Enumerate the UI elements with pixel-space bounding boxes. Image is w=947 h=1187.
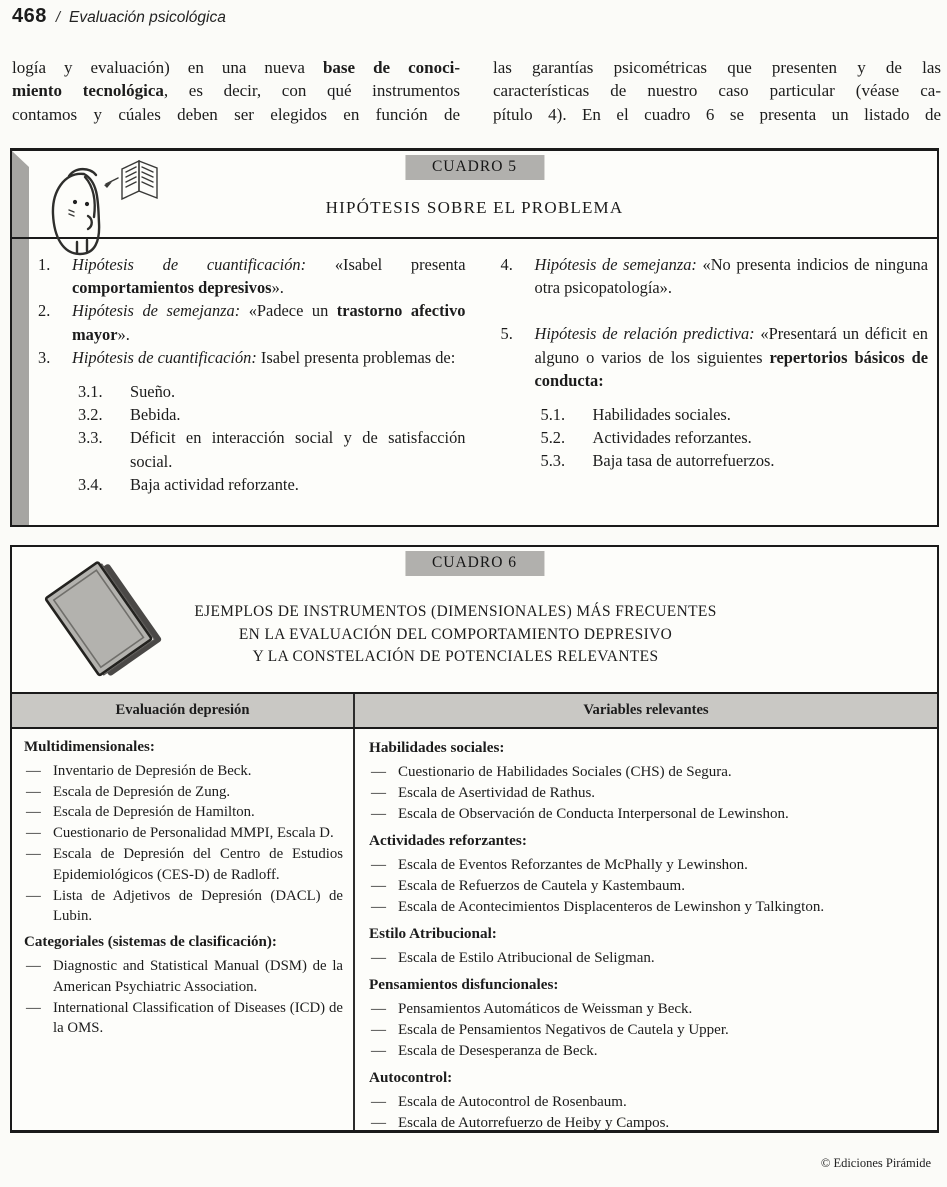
dash-bullet: — [371, 950, 386, 966]
item-number: 3.3. [78, 428, 103, 448]
dash-bullet: — [26, 845, 41, 862]
text-segment: «Padece un [240, 301, 337, 321]
instrument-name: Cuestionario de Personalidad MMPI, Escala D. [53, 825, 334, 842]
instrument-name: Escala de Observación de Conducta Interpersonal de Lewinshon. [398, 806, 789, 822]
instrument-name: Pensamientos Automáticos de Weissman y Beck. [398, 1001, 693, 1017]
item-number: 3.2. [78, 405, 103, 425]
instrument-item [24, 761, 343, 782]
hypothesis-item [541, 403, 929, 426]
instrument-name: Escala de Depresión del Centro de Estudios Epidemiológicos (CES-D) de Radloff. [53, 845, 343, 883]
instrument-item [369, 897, 921, 918]
cuadro-6-title-line-2: EN LA EVALUACIÓN DEL COMPORTAMIENTO DEPRESIVO [238, 625, 673, 643]
dash-bullet: — [371, 1022, 386, 1038]
item-number: 2. [38, 301, 51, 321]
intro-left-column [12, 56, 460, 126]
category-heading: Habilidades sociales: [369, 739, 505, 756]
table-body [12, 729, 937, 1130]
text-segment: Actividades reforzantes. [592, 428, 752, 448]
page-number: 468 [12, 5, 47, 27]
dash-bullet: — [371, 1115, 386, 1130]
instrument-name: Escala de Autocontrol de Rosenbaum. [398, 1094, 627, 1110]
instrument-name: Escala de Autorrefuerzo de Heiby y Campos. [398, 1115, 670, 1130]
category-heading: Pensamientos disfuncionales: [369, 976, 559, 993]
item-text [72, 253, 466, 299]
dash-bullet: — [26, 762, 41, 779]
dash-bullet: — [26, 825, 41, 842]
dash-bullet: — [371, 785, 386, 801]
text-segment: Hipótesis de semejanza: [72, 301, 241, 321]
text-segment: Hipótesis de semejanza: [534, 255, 697, 274]
instrument-name: Escala de Asertividad de Rathus. [398, 785, 596, 801]
text-segment: Baja actividad reforzante. [130, 474, 299, 494]
instrument-item [369, 762, 921, 783]
hypothesis-item [78, 473, 466, 496]
instrument-item [369, 1113, 921, 1130]
paragraph-line [12, 103, 460, 126]
instrument-name: Escala de Acontecimientos Displacenteros de Lewinshon y Talkington. [398, 899, 825, 915]
cuadro-5-header [12, 151, 937, 239]
instrument-item [24, 956, 343, 998]
cuadro-6-label: CUADRO 6 [405, 551, 544, 576]
text-segment: «No presenta indicios de ninguna otra psicopatología». [534, 255, 928, 298]
text-segment: Hipótesis de cuantificación: [72, 255, 307, 274]
dash-bullet: — [371, 1094, 386, 1110]
publisher-copyright: © Ediciones Pirámide [820, 1156, 931, 1170]
item-number: 5.1. [540, 405, 566, 425]
instrument-item [24, 782, 343, 803]
dash-bullet: — [26, 804, 41, 821]
instrument-item [369, 804, 921, 825]
instrument-item [24, 823, 343, 844]
hypothesis-item [38, 299, 466, 345]
text-segment: las garantías psicométricas que presenten y de las [493, 58, 941, 77]
text-segment: Hipótesis de relación predictiva: [534, 324, 755, 344]
text-segment: Baja tasa de autorrefuerzos. [592, 451, 775, 471]
instrument-item [369, 999, 921, 1020]
text-segment: trastorno afectivo mayor [72, 301, 466, 344]
instrument-item [369, 1041, 921, 1062]
instrument-name: International Classification of Diseases (ICD) de la OMS. [53, 999, 343, 1037]
book-title: Evaluación psicológica [69, 9, 226, 26]
instrument-item [24, 886, 343, 928]
instrument-name: Diagnostic and Statistical Manual (DSM) de la American Psychiatric Association. [53, 957, 343, 995]
table-header-row [12, 692, 937, 729]
item-text [593, 449, 929, 472]
instrument-item [24, 802, 343, 823]
item-text [72, 346, 466, 369]
text-segment: pítulo 4). En el cuadro 6 se presenta un listado de [493, 104, 941, 124]
instrument-item [369, 855, 921, 876]
dash-bullet: — [371, 857, 386, 873]
text-segment: repertorios básicos de conducta: [534, 347, 928, 390]
cuadro-6-title [112, 601, 799, 669]
text-segment: Bebida. [130, 405, 181, 425]
item-number: 5.2. [540, 428, 566, 448]
text-segment: base de conoci- [322, 58, 460, 77]
dash-bullet: — [371, 899, 386, 915]
instrument-name: Escala de Depresión de Hamilton. [53, 804, 255, 821]
instrument-item [369, 948, 921, 969]
category-heading: Actividades reforzantes: [369, 832, 527, 849]
instrument-item [24, 844, 343, 886]
text-segment: comportamientos depresivos [72, 278, 272, 298]
text-segment: logía y evaluación) en una nueva [12, 58, 323, 77]
text-segment: contamos y cúales deben ser elegidos en función de [12, 104, 460, 124]
instrument-name: Escala de Estilo Atribucional de Seligman. [398, 950, 655, 966]
item-text [593, 426, 929, 449]
text-segment: Hipótesis de cuantificación: [72, 347, 257, 367]
variables-relevantes-cell [355, 729, 937, 1130]
dash-bullet: — [371, 806, 386, 822]
paragraph-line [493, 103, 941, 126]
hypothesis-item [78, 380, 466, 403]
column-header-variables-relevantes: Variables relevantes [583, 702, 709, 718]
hypothesis-item [78, 426, 466, 472]
instrument-name: Escala de Refuerzos de Cautela y Kastembaum. [398, 878, 685, 894]
category-heading: Multidimensionales: [24, 739, 155, 755]
dash-bullet: — [26, 783, 41, 800]
item-number: 3.4. [78, 474, 103, 494]
hypothesis-item [541, 449, 929, 472]
dash-bullet: — [371, 878, 386, 894]
item-number: 1. [38, 255, 51, 274]
instruments-table [12, 692, 937, 1130]
cuadro-5-label: CUADRO 5 [405, 155, 544, 180]
item-text [130, 473, 466, 496]
item-text [535, 253, 929, 299]
text-segment: Isabel presenta problemas de: [256, 347, 456, 367]
hypothesis-item [38, 253, 466, 299]
text-segment: Déficit en interacción social y de satisfacción social. [130, 428, 466, 471]
intro-right-column [493, 56, 941, 126]
hypothesis-item [541, 426, 929, 449]
instrument-name: Escala de Desesperanza de Beck. [398, 1043, 598, 1059]
instrument-name: Escala de Depresión de Zung. [53, 783, 231, 800]
running-head [12, 5, 226, 28]
cuadro-6-box [10, 545, 939, 1133]
instrument-item [369, 783, 921, 804]
hypothesis-right-column [501, 253, 929, 496]
text-segment: Sueño. [130, 382, 176, 402]
dash-bullet: — [26, 999, 41, 1016]
text-segment: «Isabel presenta [306, 255, 466, 274]
text-segment: características de nuestro caso particular (véase ca- [493, 81, 941, 101]
evaluacion-depresion-cell [12, 729, 355, 1130]
instrument-name: Lista de Adjetivos de Depresión (DACL) de Lubin. [53, 887, 343, 925]
hypothesis-item [78, 403, 466, 426]
hypothesis-list [12, 239, 937, 496]
dash-bullet: — [371, 764, 386, 780]
text-segment: , es decir, con qué instrumentos [163, 81, 460, 101]
item-number: 3. [38, 347, 51, 367]
instrument-name: Escala de Eventos Reforzantes de McPhally y Lewinshon. [398, 857, 748, 873]
text-segment: «Presentará un déficit en alguno o varios de los siguientes [534, 324, 928, 367]
item-text [535, 322, 929, 392]
category-heading: Categoriales (sistemas de clasificación): [24, 934, 277, 951]
item-text [72, 299, 466, 345]
cuadro-6-title-line-1: EJEMPLOS DE INSTRUMENTOS (DIMENSIONALES) MÁS FRECUENTES [194, 603, 717, 620]
item-text [593, 403, 929, 426]
item-number: 5.3. [540, 451, 566, 471]
instrument-item [24, 998, 343, 1040]
item-text [130, 403, 466, 426]
hypothesis-item [38, 346, 466, 369]
item-text [130, 380, 466, 403]
instrument-item [369, 1092, 921, 1113]
hypothesis-left-column [38, 253, 466, 496]
instrument-name: Inventario de Depresión de Beck. [53, 762, 252, 779]
category-heading: Autocontrol: [369, 1069, 453, 1086]
text-segment: ». [117, 324, 130, 344]
instrument-item [369, 1020, 921, 1041]
dash-bullet: — [26, 957, 41, 974]
dash-bullet: — [371, 1043, 386, 1059]
item-number: 4. [500, 255, 513, 274]
text-segment: Habilidades sociales. [592, 405, 731, 425]
item-number: 3.1. [78, 382, 103, 402]
column-header-evaluacion-depresion: Evaluación depresión [12, 694, 355, 727]
paragraph-line [12, 79, 460, 102]
cuadro-5-title: HIPÓTESIS SOBRE EL PROBLEMA [325, 198, 624, 217]
cuadro-6-header [12, 547, 937, 692]
paragraph-line [493, 56, 941, 79]
dash-bullet: — [371, 1001, 386, 1017]
item-number: 5. [500, 324, 513, 344]
item-text [130, 426, 466, 472]
cuadro-5-box [10, 148, 939, 527]
running-head-separator: / [55, 9, 61, 26]
cuadro-6-title-line-3: Y LA CONSTELACIÓN DE POTENCIALES RELEVANTES [252, 648, 659, 665]
thinking-figure-with-book-icon [42, 154, 174, 256]
paragraph-line [12, 56, 460, 79]
text-segment: miento tecnológica [12, 81, 164, 101]
category-heading: Estilo Atribucional: [369, 925, 497, 942]
instrument-name: Cuestionario de Habilidades Sociales (CHS) de Segura. [398, 764, 732, 780]
text-segment: ». [271, 278, 284, 298]
hypothesis-item [501, 253, 929, 299]
dash-bullet: — [26, 887, 41, 904]
hypothesis-item [501, 322, 929, 392]
instrument-name: Escala de Pensamientos Negativos de Cautela y Upper. [398, 1022, 729, 1038]
paragraph-line [493, 79, 941, 102]
instrument-item [369, 876, 921, 897]
intro-paragraphs [12, 56, 941, 126]
